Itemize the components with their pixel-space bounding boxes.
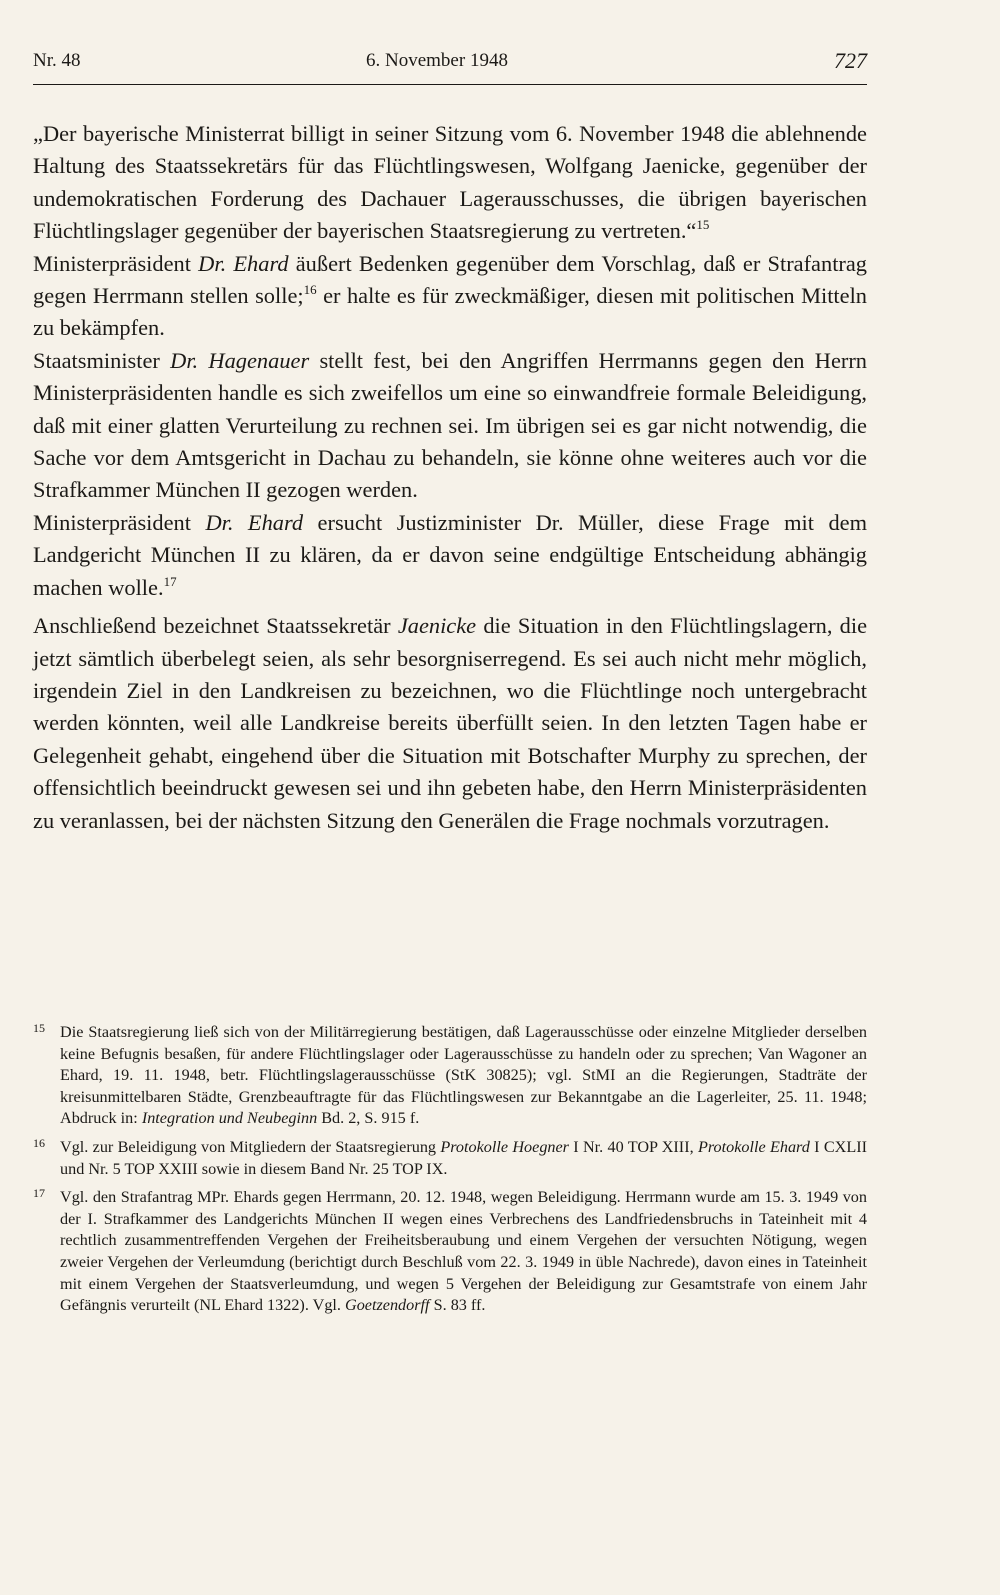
footnote (33, 1022, 867, 1130)
footnote-number: 15 (33, 1021, 45, 1035)
footnote (33, 1137, 867, 1180)
text-run: die Situation in den Flüchtlingslagern, die jetzt sämtlich überbelegt seien, als sehr besorgniserregend. Es sei auch nicht mehr möglich, irgendein Ziel in den Landkreisen zu bezeichnen, wo die Flüchtlinge noch untergebracht werden könnten, weil alle Landkreise bereits überfüllt seien. In den letzten Tagen habe er Gelegenheit gehabt, eingehend über die Situation mit Botschafter Murphy zu sprechen, der offensichtlich beeindruckt gewesen sei und ihn gebeten habe, den Herrn Ministerpräsidenten zu veranlassen, bei der nächsten Sitzung den Generälen die Frage nochmals vorzutragen. (33, 613, 868, 833)
body-paragraph (33, 118, 867, 248)
body-paragraph (33, 345, 867, 507)
footnotes (33, 1022, 867, 1324)
italic-run: Protokolle Hoegner (440, 1137, 569, 1156)
italic-run: Dr. Ehard (205, 509, 304, 535)
text-run: Vgl. zur Beleidigung von Mitgliedern der Staatsregierung (60, 1137, 441, 1156)
italic-run: Dr. Ehard (198, 250, 289, 276)
text-run: Bd. 2, S. 915 f. (317, 1109, 420, 1128)
text-run: S. 83 ff. (429, 1296, 486, 1315)
italic-run: Goetzendorff (345, 1296, 430, 1315)
main-text (33, 118, 867, 837)
text-run: Staatsminister (33, 347, 171, 373)
session-date: 6. November 1948 (366, 50, 508, 71)
document-number: Nr. 48 (33, 50, 81, 71)
text-run: Ministerpräsident (33, 250, 199, 276)
text-run: ersucht Justizminister Dr. Müller, diese Frage mit dem Landgericht München II zu klären, da er davon seine endgültige Entscheidung abhängig machen wolle. (33, 509, 867, 600)
footnote (33, 1187, 867, 1317)
italic-run: Jaenicke (397, 613, 477, 639)
page-header (33, 50, 867, 80)
text-run: stellt fest, bei den Angriffen Herrmanns gegen den Herrn Ministerpräsidenten handle es sich zweifellos um eine so einwandfreie formale Beleidigung, daß mit einer glatten Verurteilung zu rechnen sei. Im übrigen sei es gar nicht notwendig, die Sache vor dem Amtsgericht in Dachau zu behandeln, sie könne ohne weiteres auch vor die Strafkammer München II gezogen werden. (33, 347, 868, 503)
body-paragraph (33, 507, 867, 604)
text-run: I Nr. 40 TOP XIII, (569, 1137, 698, 1156)
footnote-number: 16 (33, 1135, 45, 1150)
text-run: Anschließend bezeichnet Staatssekretär (33, 613, 398, 639)
text-run: I CXLII und Nr. 5 TOP XXIII sowie in diesem Band Nr. 25 TOP IX. (60, 1137, 867, 1178)
text-run: „Der bayerische Ministerrat billigt in seiner Sitzung vom 6. November 1948 die ablehnende Haltung des Staatssekretärs für das Flüchtlingswesen, Wolfgang Jaenicke, gegenüber der undemokratischen Forderung des Dachauer Lagerausschusses, die übrigen bayerischen Flüchtlingslager gegenüber der bayerischen Staatsregierung zu vertreten.“ (33, 121, 867, 244)
footnote-reference: 16 (303, 282, 317, 298)
footnote-reference: 17 (163, 573, 177, 589)
italic-run: Integration und Neubeginn (141, 1109, 318, 1128)
text-run: Vgl. den Strafantrag MPr. Ehards gegen Herrmann, 20. 12. 1948, wegen Beleidigung. Herrmann wurde am 15. 3. 1949 von der I. Strafkammer des Landgerichts München II wegen eines Verbrechens des Landfriedensbruchs in Tateinheit mit 4 rechtlich zusammentreffenden Vergehen der Freiheitsberaubung und einem Vergehen der versuchten Nötigung, wegen zweier Vergehen der Verleumdung (berichtigt durch Beschluß vom 22. 3. 1949 in üble Nachrede), davon eines in Tateinheit mit einem Vergehen der Staatsverleumdung, und wegen 5 Vergehen der Beleidigung zur Gesamtstrafe von einem Jahr Gefängnis verurteilt (NL Ehard 1322). Vgl. (60, 1188, 867, 1315)
footnote-reference: 15 (696, 217, 710, 233)
header-rule (33, 84, 867, 85)
body-paragraph (33, 248, 867, 345)
text-run: Ministerpräsident (33, 509, 206, 535)
italic-run: Protokolle Ehard (697, 1137, 810, 1156)
italic-run: Dr. Hagenauer (170, 347, 310, 373)
footnote-number: 17 (33, 1186, 45, 1201)
text-run: er halte es für zweckmäßiger, diesen mit politischen Mitteln zu bekämpfen. (33, 283, 867, 341)
body-paragraph (33, 610, 867, 837)
text-run: äußert Bedenken gegenüber dem Vorschlag, daß er Strafantrag gegen Herrmann stellen solle; (33, 250, 868, 309)
text-run: Die Staatsregierung ließ sich von der Militärregierung bestätigen, daß Lagerausschüsse oder einzelne Mitglieder derselben keine Befugnis besaßen, für andere Flüchtlingslager oder Lagerausschüsse zu handeln oder zu sprechen; Van Wagoner an Ehard, 19. 11. 1948, betr. Flüchtlingslagerausschüsse (StK 30825); vgl. StMI an die Regierungen, Stadträte der kreisunmittelbaren Städte, Grenzbeauftragte für das Flüchtlingswesen zur Bekanntgabe an die Lagerleiter, 25. 11. 1948; Abdruck in: (60, 1023, 867, 1128)
page-number: 727 (834, 48, 867, 73)
